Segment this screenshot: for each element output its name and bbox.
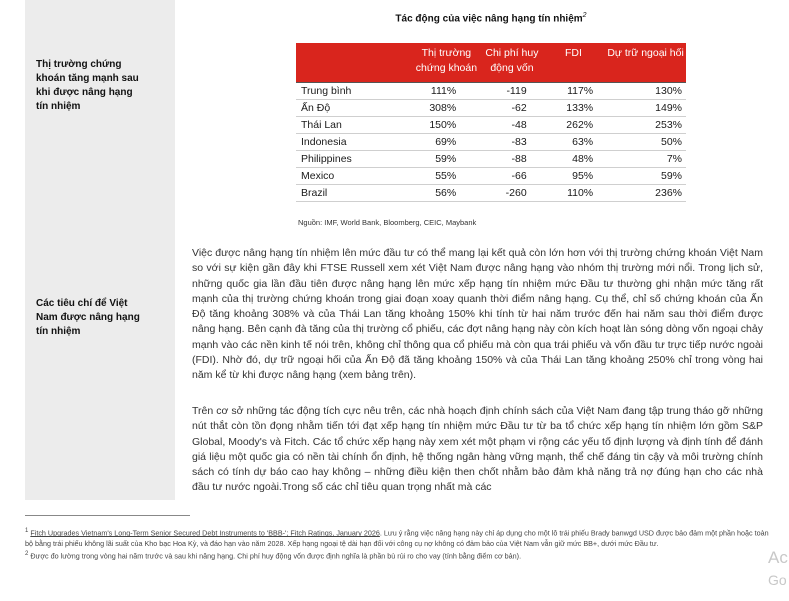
cell-reserves: 130% [605, 83, 686, 100]
body-paragraph-2: Trên cơ sở những tác động tích cực nêu trên, các nhà hoạch định chính sách của Việt Nam đang tập trung tháo gỡ những nút thắt còn tồn đọng nhằm tiến tới đạt xếp hạng tín nhiệm mức Đầu tư từ ba tổ chức xếp hạng tín nhiệm lớn gồm S&P Global, Moody's và Fitch. Các tổ chức xếp hạng này xem xét một phạm vi rộng các yếu tố định lượng và định tính để đánh giá liệu một quốc gia có nền tài chính ổn định, hệ thống ngân hàng vững mạnh, thể chế đáng tin cậy và môi trường chính sách có tính dự báo cao hay không – những điều kiện then chốt nhằm bảo đảm khả năng trả nợ đúng hạn cho các nhà đầu tư nước ngoài.Trong số các chỉ tiêu quan trọng nhất mà các [192, 405, 763, 494]
table-row [296, 168, 686, 185]
footnote-1-link[interactable]: Fitch Upgrades Vietnam's Long-Term Senior Secured Debt Instruments to 'BBB-'; Fitch Ratings, January 2026 [30, 528, 380, 538]
cell-cost: -119 [482, 83, 541, 100]
footnote-1 [25, 526, 775, 549]
footnote-divider [25, 515, 190, 516]
watermark-line-1: Ac [768, 548, 788, 567]
cell-country: Philippines [296, 151, 411, 168]
table-source-note: Nguồn: IMF, World Bank, Bloomberg, CEIC, Maybank [298, 218, 477, 227]
cell-reserves: 7% [605, 151, 686, 168]
header-fdi: FDI [542, 43, 605, 83]
cell-country: Ấn Độ [296, 100, 411, 117]
cell-country: Mexico [296, 168, 411, 185]
table-row [296, 83, 686, 100]
header-country [296, 43, 411, 83]
table-title-footnote-ref: 2 [582, 12, 587, 19]
footnote-2-number: 2 [25, 551, 29, 558]
footnote-2 [25, 549, 775, 561]
table-title-text: Tác động của việc nâng hạng tín nhiệm [395, 13, 583, 25]
table-row [296, 134, 686, 151]
table-header-row [296, 43, 686, 83]
rating-impact-table [296, 43, 686, 202]
cell-cost: -88 [482, 151, 541, 168]
footnotes [25, 526, 775, 562]
cell-cost: -48 [482, 117, 541, 134]
body-paragraph-1: Việc được nâng hạng tín nhiệm lên mức đầu tư có thể mang lại kết quả còn lớn hơn với thị trường chứng khoán Việt Nam so với sự kiện gần đây khi FTSE Russell xem xét Việt Nam được nâng hạng vào nhóm thị trường mới nổi. Trong lịch sử, những quốc gia lần đầu tiên được nâng hạng lên mức xếp hạng tín nhiệm mức Đầu tư thường ghi nhận mức tăng rất mạnh của thị trường chứng khoán trong giai đoạn xoay quanh thời điểm nâng hạng. Cụ thể, chỉ số chứng khoán của Ấn Độ tăng khoảng 308% và của Thái Lan tăng khoảng 150% khi tính từ hai năm trước đến hai năm sau thời điểm được nâng hạng. Bên cạnh đà tăng của thị trường cổ phiếu, các đợt nâng hạng này còn kích hoạt làn sóng dòng vốn ngoại chảy mạnh vào các nền kinh tế nói trên, không chỉ thông qua cổ phiếu mà còn qua trái phiếu và vốn đầu tư trực tiếp nước ngoài (FDI). Nhờ đó, dự trữ ngoại hối của Ấn Độ đã tăng khoảng 150% và của Thái Lan tăng khoảng 250% chỉ trong vòng hai năm kể từ khi được nâng hạng (xem bảng trên). [192, 247, 763, 382]
table-row [296, 151, 686, 168]
header-fx-reserves: Dự trữ ngoại hối [605, 43, 686, 83]
cell-cost: -83 [482, 134, 541, 151]
cell-country: Thái Lan [296, 117, 411, 134]
footnote-2-text: Được đo lường trong vòng hai năm trước và sau khi nâng hạng. Chi phí huy động vốn được định nghĩa là phần bù rủi ro cho vay (tính bằng điểm cơ bản). [30, 551, 522, 561]
cell-fdi: 48% [542, 151, 605, 168]
header-funding-cost: Chi phí huy động vốn [482, 43, 541, 83]
cell-country: Trung bình [296, 83, 411, 100]
table-row [296, 117, 686, 134]
cell-country: Brazil [296, 185, 411, 202]
section-heading-criteria: Các tiêu chí để Việt Nam được nâng hạng tín nhiệm [36, 298, 140, 337]
cell-reserves: 50% [605, 134, 686, 151]
cell-stock: 55% [411, 168, 483, 185]
cell-fdi: 117% [542, 83, 605, 100]
cell-reserves: 253% [605, 117, 686, 134]
footnote-1-number: 1 [25, 528, 29, 534]
cell-stock: 56% [411, 185, 483, 202]
cell-stock: 308% [411, 100, 483, 117]
section-heading-stock-market: Thị trường chứng khoán tăng mạnh sau khi được nâng hạng tín nhiệm [36, 59, 139, 112]
cell-cost: -62 [482, 100, 541, 117]
table-title [296, 12, 686, 24]
cell-stock: 111% [411, 83, 483, 100]
cell-stock: 59% [411, 151, 483, 168]
cell-cost: -260 [482, 185, 541, 202]
cell-cost: -66 [482, 168, 541, 185]
table-row [296, 100, 686, 117]
header-stock-market: Thị trường chứng khoán [411, 43, 483, 83]
cell-stock: 69% [411, 134, 483, 151]
watermark-line-2: Go [768, 572, 787, 588]
cell-fdi: 133% [542, 100, 605, 117]
activation-watermark [768, 547, 788, 591]
cell-reserves: 236% [605, 185, 686, 202]
footnote-1-text: . Lưu ý rằng việc nâng hạng này chỉ áp dụng cho một lô trái phiếu Brady banwgd USD được bảo đảm một phần hoặc toàn bộ bằng trái phiếu không lãi suất của Kho bạc Hoa Kỳ, và đáo hạn vào năm 2028. Xếp hạng ngoại tệ dài hạn đối với công cụ nợ không có đảm bảo của Việt Nam vẫn giữ mức BB+, dưới mức Đầu tư. [25, 528, 769, 549]
cell-fdi: 110% [542, 185, 605, 202]
cell-stock: 150% [411, 117, 483, 134]
cell-reserves: 149% [605, 100, 686, 117]
cell-fdi: 262% [542, 117, 605, 134]
cell-fdi: 95% [542, 168, 605, 185]
table-row [296, 185, 686, 202]
cell-country: Indonesia [296, 134, 411, 151]
cell-reserves: 59% [605, 168, 686, 185]
cell-fdi: 63% [542, 134, 605, 151]
